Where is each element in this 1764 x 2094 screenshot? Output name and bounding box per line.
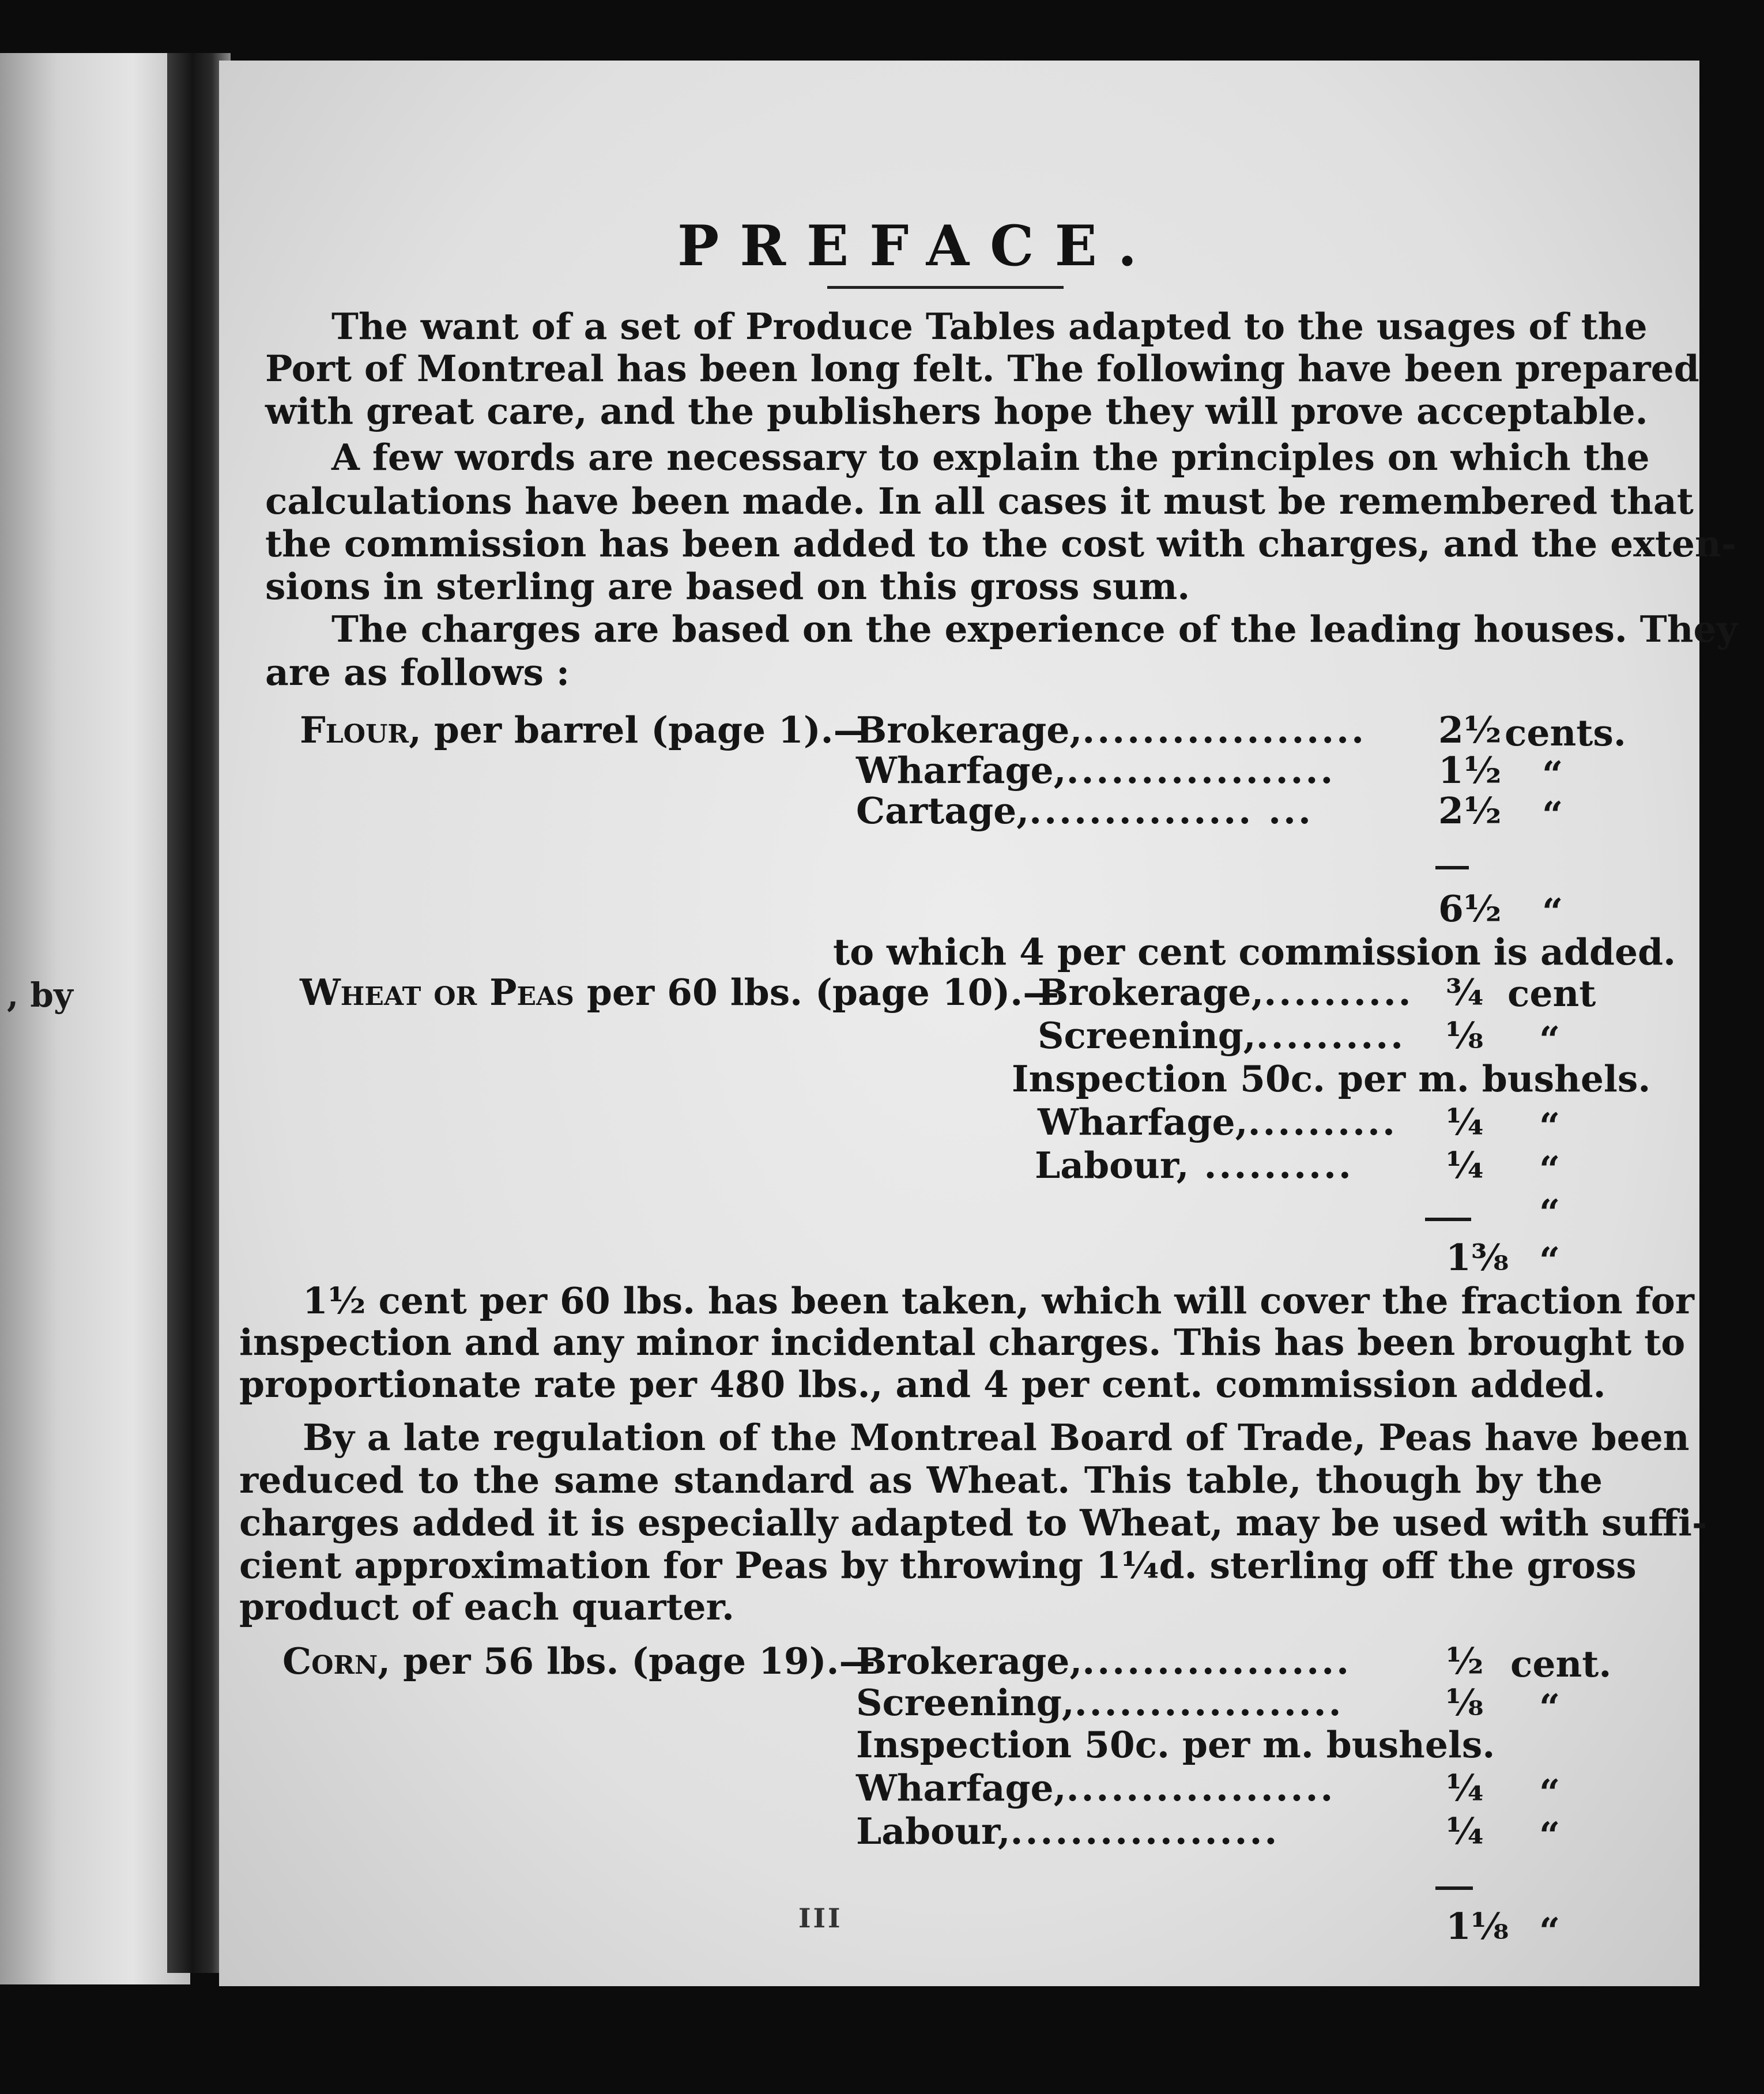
charge-amount: ¼: [1446, 1767, 1484, 1809]
charge-item: Brokerage,..................: [856, 1640, 1352, 1682]
paragraph-line: A few words are necessary to explain the principles on which the: [331, 436, 1650, 479]
charge-unit: cent.: [1510, 1643, 1612, 1685]
total-amount: 1⅜: [1446, 1236, 1509, 1279]
paragraph-line: are as follows :: [265, 651, 570, 694]
charge-unit: “: [1542, 793, 1563, 836]
sum-rule: [1435, 1886, 1473, 1890]
charge-amount: ¼: [1446, 1101, 1484, 1143]
paragraph-line: The charges are based on the experience of the leading houses. They: [331, 608, 1738, 650]
paragraph-line: sions in sterling are based on this gross sum.: [265, 565, 1190, 608]
total-amount: 6½: [1438, 887, 1502, 930]
charge-amount: 2½: [1438, 709, 1502, 751]
charge-item: Labour, ..........: [1035, 1144, 1354, 1187]
charge-amount: ½: [1446, 1640, 1484, 1682]
paragraph-line: with great care, and the publishers hope they will prove acceptable.: [265, 390, 1648, 432]
wheat-heading: Wheat or Peas per 60 lbs. (page 10).—: [300, 971, 1060, 1014]
charge-unit: “: [1539, 1686, 1561, 1728]
paragraph-line: By a late regulation of the Montreal Board of Trade, Peas have been: [303, 1416, 1690, 1459]
commission-note: to which 4 per cent commission is added.: [833, 931, 1676, 973]
charge-item: Brokerage,...................: [856, 709, 1367, 751]
charge-unit: “: [1539, 1771, 1561, 1814]
charge-item: Screening,..................: [856, 1681, 1344, 1724]
paragraph-line: the commission has been added to the cost with charges, and the exten-: [265, 522, 1736, 565]
charge-amount: ⅛: [1446, 1681, 1484, 1724]
charge-amount: 2½: [1438, 789, 1502, 832]
sum-rule: [1435, 866, 1469, 869]
left-page-fragment: , by: [7, 976, 73, 1015]
charge-amount: ¾: [1446, 971, 1484, 1014]
charge-unit: “: [1539, 1814, 1561, 1856]
sum-rule: [1425, 1218, 1471, 1221]
charge-amount: 1½: [1438, 749, 1502, 792]
charge-item: Wharfage,..................: [856, 749, 1336, 792]
charge-unit: “: [1539, 1148, 1561, 1191]
charge-unit: cents.: [1505, 711, 1626, 754]
charge-unit: “: [1542, 753, 1563, 796]
charge-item: Wharfage,..................: [856, 1767, 1336, 1809]
total-unit: “: [1539, 1910, 1561, 1952]
charge-item: Wharfage,..........: [1038, 1101, 1397, 1143]
charge-unit: “: [1539, 1018, 1561, 1061]
charge-item: Screening,..........: [1038, 1014, 1406, 1057]
paragraph-line: The want of a set of Produce Tables adapted to the usages of the: [331, 305, 1648, 348]
corn-heading: Corn, per 56 lbs. (page 19).—: [282, 1640, 876, 1682]
charge-amount: ¼: [1446, 1810, 1484, 1852]
paragraph-line: Port of Montreal has been long felt. The following have been prepared: [265, 347, 1699, 390]
charge-amount: ⅛: [1446, 1014, 1484, 1057]
paragraph-line: inspection and any minor incidental charges. This has been brought to: [239, 1321, 1686, 1364]
paragraph-line: proportionate rate per 480 lbs., and 4 per cent. commission added.: [239, 1363, 1606, 1406]
total-unit: “: [1539, 1239, 1561, 1282]
charge-unit: “: [1539, 1105, 1561, 1147]
paragraph-line: 1½ cent per 60 lbs. has been taken, which will cover the fraction for: [303, 1279, 1694, 1322]
charge-item: Cartage,............... ...: [856, 789, 1313, 832]
paragraph-line: charges added it is especially adapted to Wheat, may be used with suffi-: [239, 1501, 1708, 1544]
charge-amount: ¼: [1446, 1144, 1484, 1187]
total-amount: 1⅛: [1446, 1905, 1509, 1948]
paragraph-line: product of each quarter.: [239, 1585, 734, 1628]
left-page-edge: [0, 53, 190, 1984]
charge-unit: cent: [1507, 972, 1596, 1015]
title-rule: [827, 286, 1064, 289]
inspection-note: Inspection 50c. per m. bushels.: [1012, 1057, 1651, 1100]
paragraph-line: cient approximation for Peas by throwing 1¼d. sterling off the gross: [239, 1544, 1637, 1587]
page-title: PREFACE.: [677, 213, 1158, 278]
paragraph-line: calculations have been made. In all cases it must be remembered that: [265, 480, 1694, 522]
total-unit: “: [1542, 890, 1563, 933]
charge-item: Labour,..................: [856, 1810, 1280, 1852]
rule-unit: “: [1539, 1191, 1561, 1234]
charge-item: Brokerage,..........: [1038, 971, 1414, 1014]
inspection-note: Inspection 50c. per m. bushels.: [856, 1723, 1495, 1766]
paragraph-line: reduced to the same standard as Wheat. This table, though by the: [239, 1459, 1603, 1501]
flour-heading: Flour, per barrel (page 1).—: [300, 709, 870, 751]
page-number: III: [798, 1903, 843, 1934]
